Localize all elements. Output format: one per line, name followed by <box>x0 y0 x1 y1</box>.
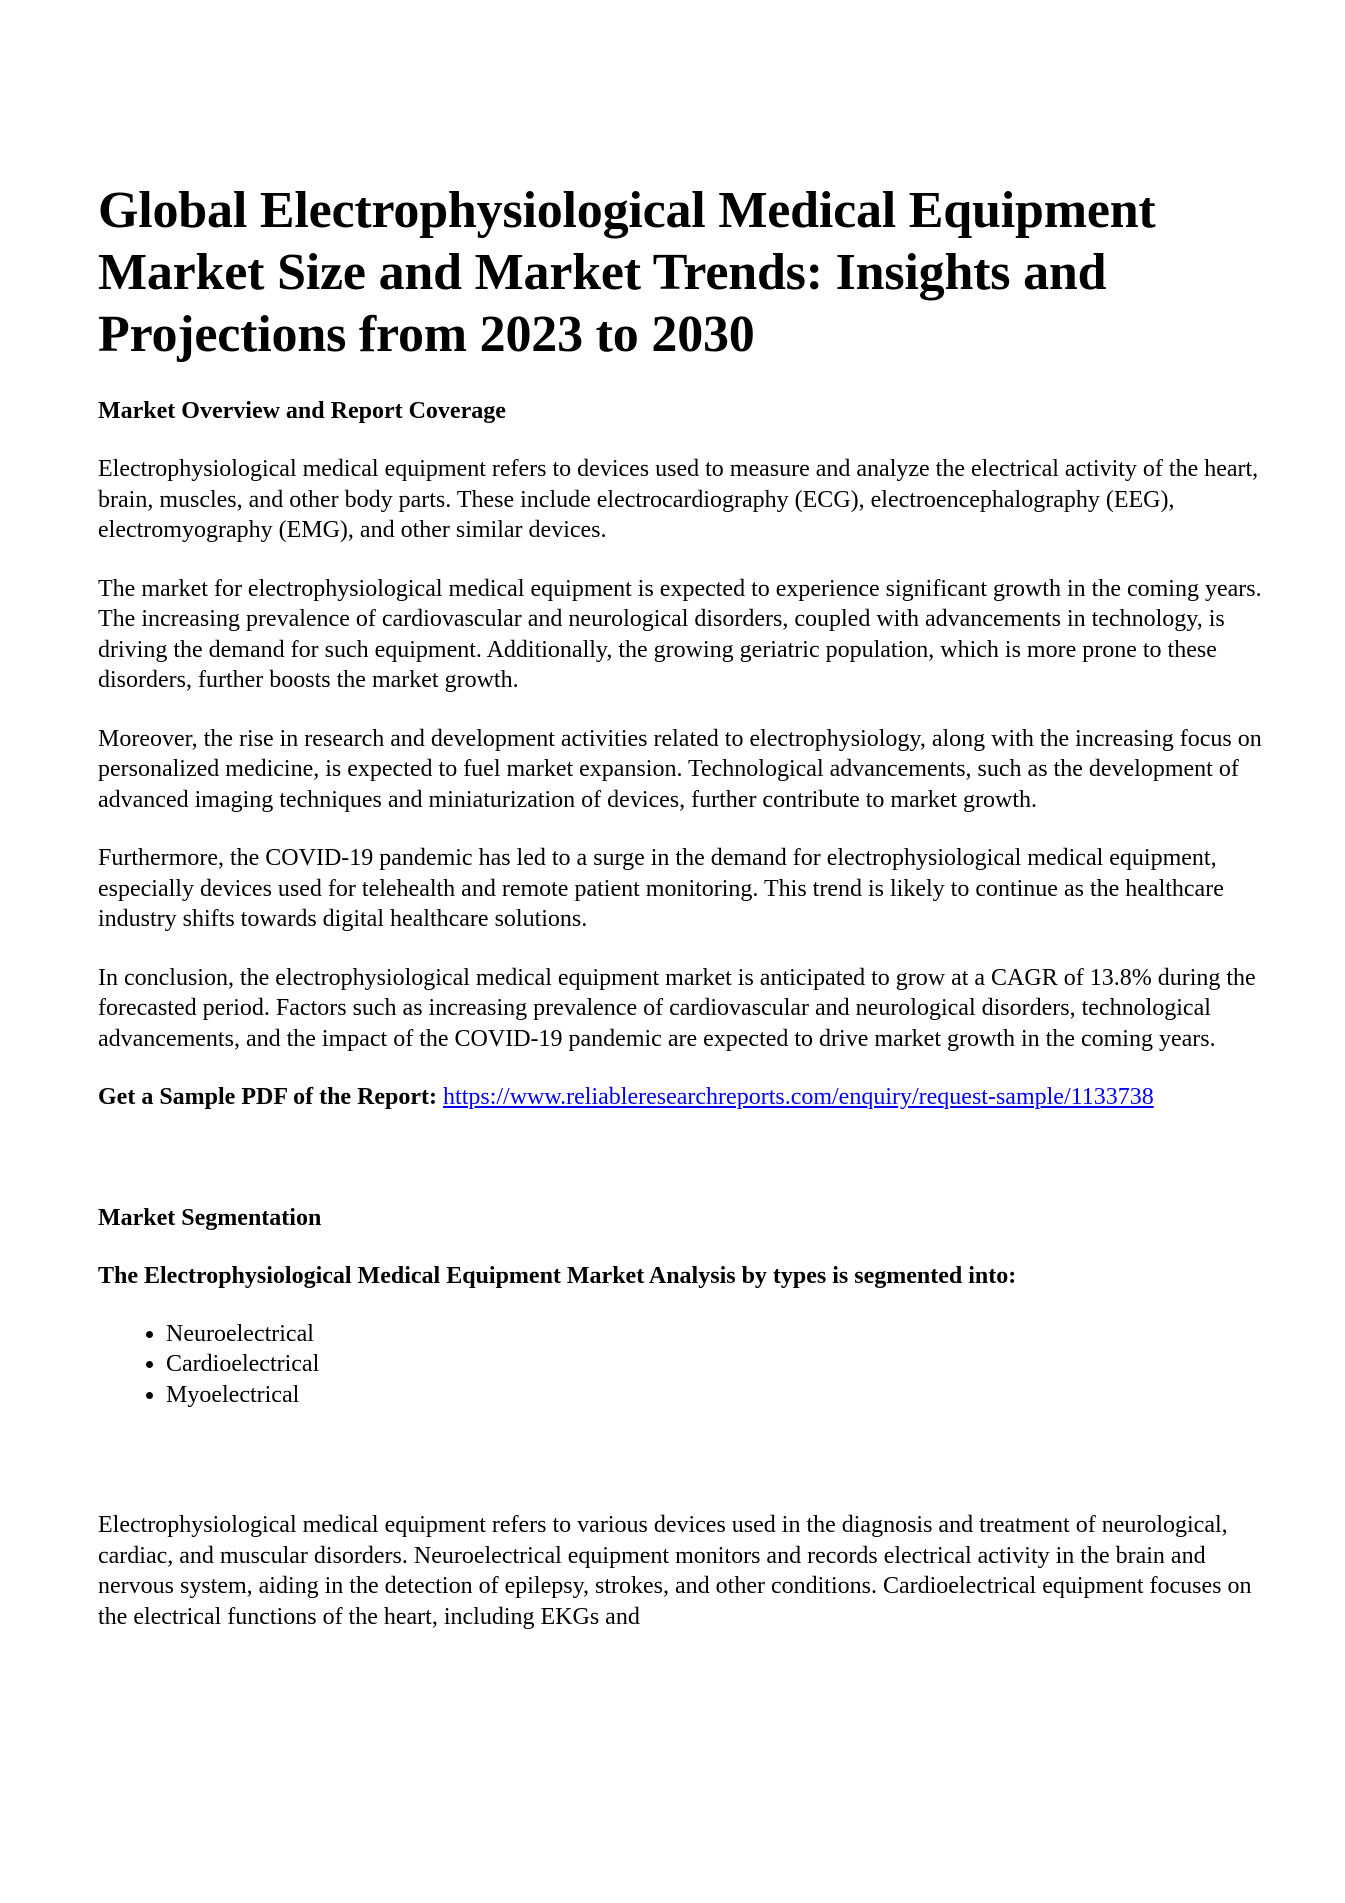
sample-pdf-link[interactable]: https://www.reliableresearchreports.com/enquiry/request-sample/1133738 <box>443 1084 1154 1110</box>
sample-pdf-line <box>98 1082 1265 1113</box>
overview-paragraph-3: Moreover, the rise in research and development activities related to electrophysiology, along with the increasing focus on personalized medicine, is expected to fuel market expansion. Technological advancements, such as the development of advanced imaging techniques and miniaturization of devices, further contribute to market growth. <box>98 725 1262 813</box>
overview-heading: Market Overview and Report Coverage <box>98 398 506 424</box>
page-title: Global Electrophysiological Medical Equipment Market Size and Market Trends: Insights and Projections from 2023 to 2030 <box>98 182 1156 363</box>
list-item: • Cardioelectrical <box>166 1349 1265 1380</box>
types-heading: The Electrophysiological Medical Equipment Market Analysis by types is segmented into: <box>98 1262 1017 1289</box>
list-item: • Myoelectrical <box>166 1380 1265 1411</box>
segmentation-description: Electrophysiological medical equipment refers to various devices used in the diagnosis and treatment of neurological, cardiac, and muscular disorders. Neuroelectrical equipment monitors and records electrical activity in the brain and nervous system, aiding in the detection of epilepsy, strokes, and other conditions. Cardioelectrical equipment focuses on the electrical functions of the heart, including EKGs and <box>98 1512 1252 1630</box>
list-item: • Neuroelectrical <box>166 1319 1265 1350</box>
types-list <box>98 1319 1265 1411</box>
overview-paragraph-4: Furthermore, the COVID-19 pandemic has led to a surge in the demand for electrophysiological medical equipment, especially devices used for telehealth and remote patient monitoring. This trend is likely to continue as the healthcare industry shifts towards digital healthcare solutions. <box>98 845 1224 932</box>
overview-paragraph-2: The market for electrophysiological medical equipment is expected to experience significant growth in the coming years. The increasing prevalence of cardiovascular and neurological disorders, coupled with advancements in technology, is driving the demand for such equipment. Additionally, the growing geriatric population, which is more prone to these disorders, further boosts the market growth. <box>98 575 1262 693</box>
overview-paragraph-5: In conclusion, the electrophysiological medical equipment market is anticipated to grow at a CAGR of 13.8% during the forecasted period. Factors such as increasing prevalence of cardiovascular and neurological disorders, technological advancements, and the impact of the COVID-19 pandemic are expected to drive market growth in the coming years. <box>98 964 1256 1052</box>
sample-pdf-label: Get a Sample PDF of the Report: <box>98 1084 438 1110</box>
overview-paragraph-1: Electrophysiological medical equipment refers to devices used to measure and analyze the electrical activity of the heart, brain, muscles, and other body parts. These include electrocardiography (ECG), electroencephalography (EEG), electromyography (EMG), and other similar devices. <box>98 456 1259 543</box>
segmentation-heading: Market Segmentation <box>98 1204 322 1231</box>
